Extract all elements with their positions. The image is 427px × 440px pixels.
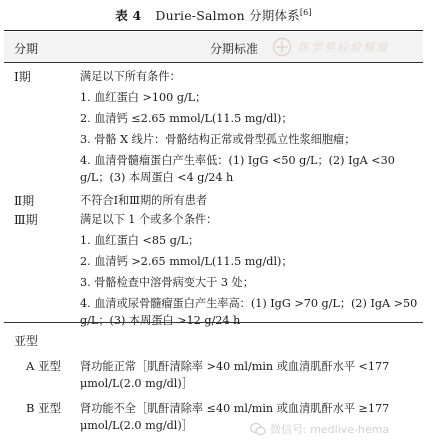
table-title-text: Durie-Salmon 分期体系 — [155, 8, 300, 23]
header-rule — [4, 62, 423, 63]
wechat-watermark-text: 微信号: medlive-hema — [270, 423, 390, 436]
subtype-b-text: 肾功能不全［肌酐清除率 ≤40 ml/min 或血清肌酐水平 ≥177 μmol/L(2.0 mg/dl)］ — [80, 402, 390, 432]
stage-1-label: Ⅰ期 — [14, 70, 31, 84]
wechat-watermark — [250, 420, 389, 438]
subtype-a-text: 肾功能正常［肌酐清除率 >40 ml/min 或血清肌酐水平 <177 μmol/L(2.0 mg/dl)］ — [80, 360, 390, 390]
subtype-heading: 亚型 — [14, 334, 39, 348]
stage-1-criterion: 3. 骨骼 X 线片：骨骼结构正常或骨型孤立性浆细胞瘤； — [80, 133, 356, 146]
top-rule — [4, 30, 423, 31]
logo-icon — [272, 37, 292, 57]
stage-1-criterion: 2. 血清钙 ≤2.65 mmol/L(11.5 mg/dl)； — [80, 112, 293, 125]
table-reference: [6] — [299, 7, 312, 17]
stage-2-label: Ⅱ期 — [14, 194, 35, 208]
wechat-icon — [250, 422, 266, 436]
header-stage: 分期 — [14, 42, 39, 56]
stage-3-intro: 满足以下 1 个或多个条件： — [80, 213, 218, 226]
subtype-a-label: A 亚型 — [26, 359, 61, 373]
stage-3-criterion: 1. 血红蛋白 <85 g/L； — [80, 234, 200, 247]
table-title — [0, 6, 427, 24]
logo-watermark-text: 医学界检验频道 — [298, 41, 389, 54]
stage-1-criterion: 1. 血红蛋白 >100 g/L； — [80, 91, 207, 104]
stage-3-criterion: 3. 骨骼检查中溶骨病变大于 3 处； — [80, 276, 254, 289]
stage-1-intro: 满足以下所有条件： — [80, 70, 181, 83]
subtype-b-label: B 亚型 — [26, 401, 62, 415]
stage-3-label: Ⅲ期 — [14, 213, 38, 227]
stage-2-text: 不符合Ⅰ和Ⅲ期的所有患者 — [80, 194, 208, 207]
stage-3-criterion: 4. 血清或尿骨髓瘤蛋白产生率高：(1) IgG >70 g/L；(2) IgA >50 g/L；(3) 本周蛋白 >12 g/24 h — [80, 297, 418, 327]
table-number: 表 4 — [115, 8, 142, 23]
section-rule — [4, 322, 423, 323]
stage-1-criterion: 4. 血清骨髓瘤蛋白产生率低：(1) IgG <50 g/L；(2) IgA <30 g/L；(3) 本周蛋白 <4 g/24 h — [80, 154, 395, 184]
stage-3-criterion: 2. 血清钙 >2.65 mmol/L(11.5 mg/dl)； — [80, 255, 293, 268]
header-criteria: 分期标准 — [210, 42, 259, 56]
logo-watermark — [272, 34, 422, 60]
